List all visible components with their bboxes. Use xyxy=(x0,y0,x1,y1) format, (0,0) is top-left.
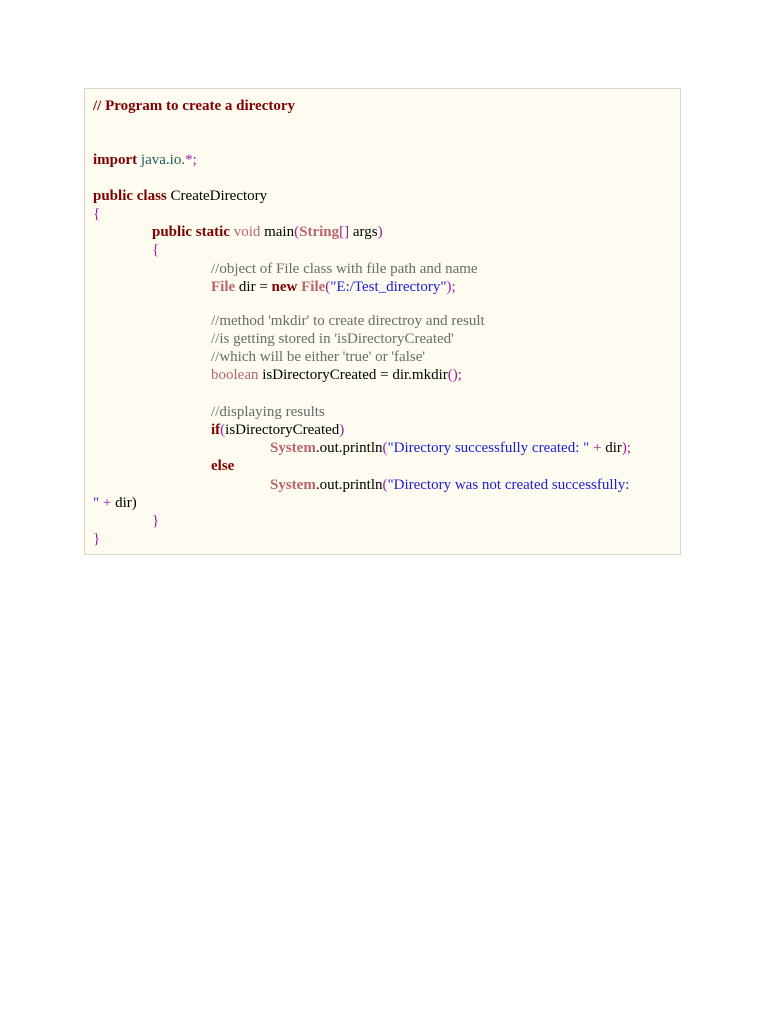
comment-line: //is getting stored in 'isDirectoryCreated' xyxy=(211,331,454,347)
code-block xyxy=(84,88,681,555)
main-method-line: public static void main(String[] args) xyxy=(152,224,383,240)
failure-println-line: System.out.println("Directory was not created successfully: xyxy=(270,477,630,493)
comment-line: //displaying results xyxy=(211,404,325,420)
method-close-brace: } xyxy=(152,513,160,529)
import-line: import java.io.*; xyxy=(93,152,197,168)
class-declaration-line: public class CreateDirectory xyxy=(93,188,268,204)
success-println-line: System.out.println("Directory successfully created: " + dir); xyxy=(270,440,632,456)
comment-line: //which will be either 'true' or 'false' xyxy=(211,349,426,365)
failure-println-continuation: " + dir) xyxy=(93,495,137,511)
comment-line: //object of File class with file path and name xyxy=(211,261,478,277)
else-line: else xyxy=(211,458,235,474)
comment-line: //method 'mkdir' to create directroy and result xyxy=(211,313,485,329)
boolean-declaration-line: boolean isDirectoryCreated = dir.mkdir(); xyxy=(211,367,462,383)
code-heading: // Program to create a directory xyxy=(93,98,296,114)
if-statement-line: if(isDirectoryCreated) xyxy=(211,422,345,438)
class-close-brace: } xyxy=(93,531,101,547)
file-declaration-line: File dir = new File("E:/Test_directory"); xyxy=(211,279,456,295)
method-open-brace: { xyxy=(152,242,160,258)
class-open-brace: { xyxy=(93,206,101,222)
